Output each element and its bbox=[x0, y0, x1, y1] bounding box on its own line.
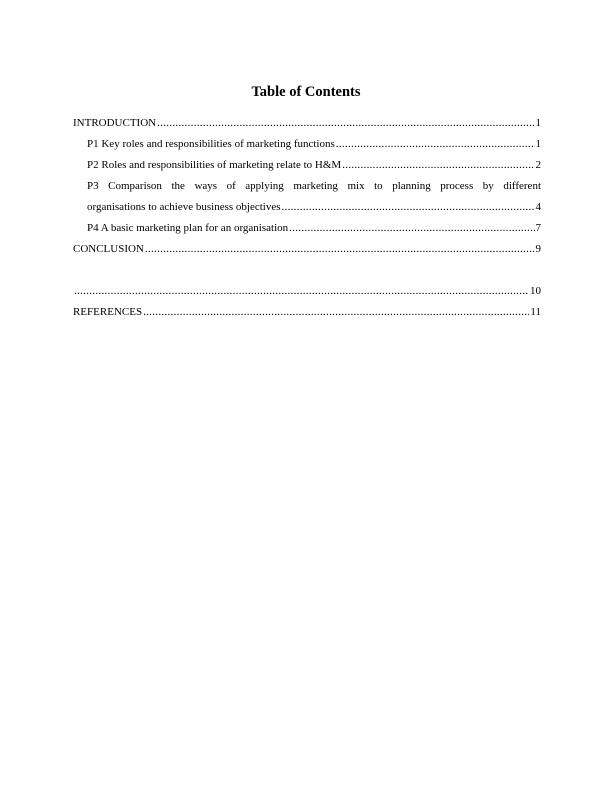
toc-entry-p1[interactable] bbox=[73, 134, 541, 155]
dot-leader bbox=[143, 302, 529, 323]
toc-entry-page: 4 bbox=[535, 201, 541, 213]
toc-entry-page: 1 bbox=[535, 138, 541, 150]
toc-entry-page: 10 bbox=[530, 285, 541, 297]
toc-entry-unlabeled[interactable] bbox=[73, 281, 541, 302]
toc-entry-p2[interactable] bbox=[73, 155, 541, 176]
toc-title: Table of Contents bbox=[251, 84, 361, 100]
dot-leader bbox=[157, 113, 534, 134]
toc-entry-page: 9 bbox=[535, 243, 541, 255]
dot-leader bbox=[289, 218, 534, 239]
dot-leader bbox=[336, 134, 535, 155]
dot-leader bbox=[281, 197, 534, 218]
toc-entry-page: 2 bbox=[535, 159, 541, 171]
toc-entry-label: P1 Key roles and responsibilities of marketing functions bbox=[87, 138, 335, 150]
toc-spacer bbox=[73, 260, 541, 281]
toc-entry-p3[interactable] bbox=[73, 176, 541, 218]
toc-entry-page: 1 bbox=[535, 117, 541, 129]
toc-entry-introduction[interactable] bbox=[73, 113, 541, 134]
toc-entry-references[interactable] bbox=[73, 302, 541, 323]
table-of-contents bbox=[73, 113, 541, 323]
toc-entry-page: 11 bbox=[530, 306, 541, 318]
toc-entry-label: P4 A basic marketing plan for an organisation bbox=[87, 222, 289, 234]
toc-entry-label-line2-row bbox=[73, 197, 541, 218]
toc-entry-label: P2 Roles and responsibilities of marketing relate to H&M bbox=[87, 159, 342, 171]
toc-entry-label-line2: organisations to achieve business objectives bbox=[87, 201, 281, 213]
toc-entry-label-line1: P3 Comparison the ways of applying marketing mix to planning process by different bbox=[87, 180, 541, 192]
dot-leader bbox=[74, 281, 529, 302]
dot-leader bbox=[145, 239, 535, 260]
dot-leader bbox=[342, 155, 534, 176]
toc-entry-page: 7 bbox=[535, 222, 541, 234]
toc-entry-p4[interactable] bbox=[73, 218, 541, 239]
toc-entry-label: CONCLUSION bbox=[73, 243, 144, 255]
toc-entry-label: REFERENCES bbox=[73, 306, 143, 318]
toc-entry-label: INTRODUCTION bbox=[73, 117, 157, 129]
toc-entry-conclusion[interactable] bbox=[73, 239, 541, 260]
